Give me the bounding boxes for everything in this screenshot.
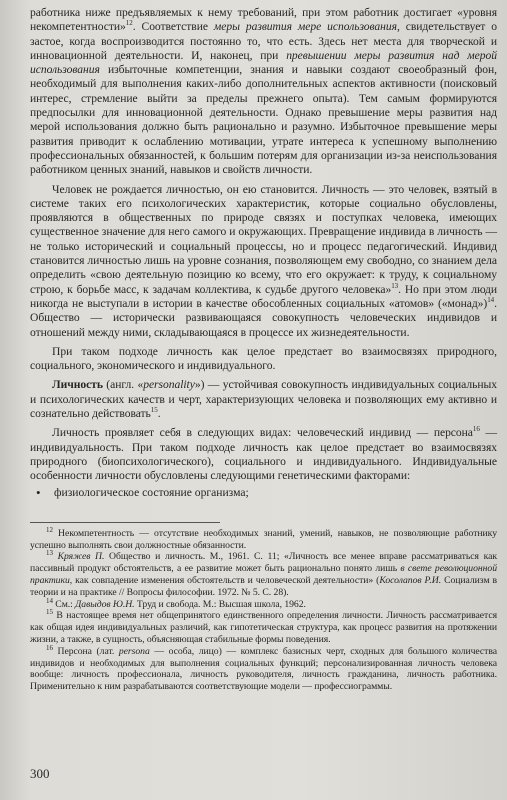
paragraph-definition: Личность (англ. «personality») — устойчивая совокупность индивидуальных социальных и психологических качеств и черт, характеризующих человека и позволяющих ему активно и сознательно действовать$^{15}$. (30, 378, 497, 421)
italic-term: меры развития мере использования (213, 20, 397, 34)
footnote-ref-14[interactable]: 14 (487, 296, 495, 305)
footnote-ref-12[interactable]: 12 (125, 19, 133, 28)
footnote-13: $^{13}$ Кряжев П. Общество и личность. М., 1961. С. 11; «Личность все менее вправе рассматриваться как пассивный продукт обстоятельств, а ее развитие может быть рационально понято лишь в свете революционной практики, как совпадение изменения обстоятельств и человеческой деятельности» (Косолапов Р.И. Социализм в теории и на практике // Вопросы философии. 1972. № 5. С. 28). (30, 549, 498, 598)
footnotes (30, 525, 498, 693)
term-heading: Личность (52, 378, 103, 392)
factor-list (30, 486, 497, 500)
main-text (30, 6, 497, 500)
footnote-14: $^{14}$ См.: Давыдов Ю.Н. Труд и свобода. М.: Высшая школа, 1962. (46, 596, 306, 610)
footnote-ref-13[interactable]: 13 (391, 281, 399, 290)
bullet-icon: • (36, 484, 41, 500)
footnote-16: $^{16}$ Персона (лат. persona — особа, лицо) — комплекс базисных черт, сходных для большого количества индивидов и необходимых для выполнения социальных функций; персонализированная личность человека вообще: личность профессионала, личность руководителя, личность гражданина, личность работника. Применительно к ним разрабатываются соответствующие модели — профессиограммы. (30, 643, 497, 693)
paragraph-continued: работника ниже предъявляемых к нему требований, при этом работник достигает «уровня некомпетентности»$^{12}$. Соответствие меры развития мере использования, свидетельствует о застое, когда воспроизводится постоянно то, что есть. Здесь нет места для творческой и инновационной деятельности. И, наконец, при превышении меры развития над мерой использования избыточные компетенции, знания и навыки создают своеобразный фон, необходимый для выполнения каких-либо дополнительных аспектов активности (поисковый интерес, стремление выйти за пределы прежнего опыта). Тем самым формируются предпосылки для инновационной деятельности. Однако превышение меры развития над мерой использования должно быть рационально и разумно. Избыточное превышение меры развития приводит к ослаблению мотивации, утрате интереса к успешному выполнению профессиональных обязанностей, к большим потерям для организации из-за неиспользования работником ценных знаний, навыков и свойств личности. (30, 6, 498, 177)
italic-term: превышении меры развития над мерой использования (30, 48, 497, 77)
footnote-ref-16[interactable]: 16 (472, 425, 480, 434)
footnote-separator (30, 522, 220, 523)
footnote-12: $^{12}$ Некомпетентность — отсутствие необходимых знаний, умений, навыков, не позволяющие работнику успешно выполнять свои должностные обязанности. (30, 525, 497, 551)
paragraph-personality-formation: Человек не рождается личностью, он ею становится. Личность — это человек, взятый в системе таких его психологических характеристик, которые социально обусловлены, проявляются в общественных по природе связях и поступках человека, имеющих существенное значение для него самого и окружающих. Превращение индивида в личность — не только исторический и социальный процессы, но и процесс педагогический. Индивид становится личностью лишь на уровне сознания, позволяющем ему свободно, со знанием дела определить «свою деятельную позицию ко всему, что его окружает: к труду, к социальному строю, к борьбе масс, к задачам коллектива, к судьбе другого человека»$^{13}$. Но при этом люди никогда не выступали в истории в качестве обособленных социальных «атомов» («монад»)$^{14}$. Общество — исторически развивающаяся совокупность человеческих индивидов и отношений между ними, складывающаяся в процессе их жизнедеятельности. (30, 182, 497, 339)
paragraph-approach: При таком подходе личность как целое предстает во взаимосвязях природного, социального, экономического и индивидуального. (30, 344, 497, 373)
footnote-ref-15[interactable]: 15 (150, 406, 158, 415)
page-number: 300 (30, 766, 50, 781)
paragraph-manifestations: Личность проявляет себя в следующих видах: человеческий индивид — персона$^{16}$ — индивидуальность. При таком подходе личность как целое предстает во взаимосвязях природного (биопсихологического), социального и индивидуального. Индивидуальные особенности личности обусловлены следующими генетическими факторами: (30, 425, 497, 483)
list-item: • физиологическое состояние организма; (36, 484, 249, 500)
footnote-15: $^{15}$ В настоящее время нет общепринятого единственного определения личности. Личность рассматривается как общая идея индивидуальных различий, как гипотетическая структура, как процесс развития на протяжении жизни, а также, в сущность, объясняющая стабильные формы поведения. (30, 608, 497, 645)
